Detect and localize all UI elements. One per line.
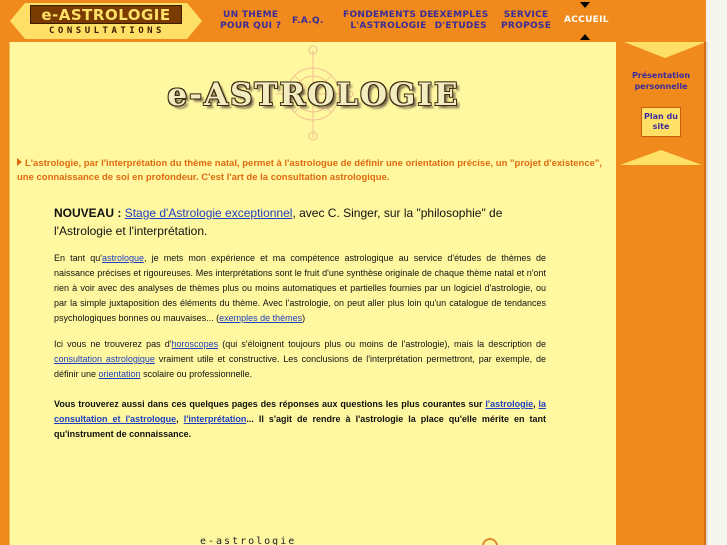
exemples-themes-link[interactable]: exemples de thèmes: [219, 313, 303, 323]
paragraph-horoscopes: [54, 337, 546, 382]
interpretation-link[interactable]: l'interprétation: [183, 414, 247, 424]
plan-label-line2: site: [652, 122, 670, 131]
nav-label-line1: ACCUEIL: [564, 15, 609, 25]
nav-fondements-astrologie[interactable]: [343, 10, 434, 32]
nav-un-theme-pour-qui[interactable]: [220, 10, 281, 32]
astrologie-link[interactable]: l'astrologie: [485, 399, 534, 409]
nav-label-line2: POUR QUI ?: [220, 21, 282, 31]
nav-label-line1: FONDEMENTS DE: [343, 10, 434, 20]
nav-faq[interactable]: [292, 16, 324, 27]
scrollbar-divider: [706, 42, 708, 545]
active-marker-bottom-icon: [580, 34, 590, 40]
text-run: ): [302, 313, 306, 323]
top-navigation-bar: [0, 0, 727, 42]
text-run: , je mets mon expérience et ma compétence astrologique au service d'études de thèmes de naissance précises et rigoureuses. Mes interprétations sont le fruit d'une synthèse originale de chaque thème natal et n'ont rien à voir avec des analyses de thèmes plus ou moins automatiques et partielles fournies par un logiciel d'astrologie, ou par la simple juxtaposition des éléments du thème. Avec l'astrologie, on peut aller plus loin qu'un catalogue de tendances psychologiques bonnes ou mauvaises... (: [54, 253, 546, 323]
text-run: ,: [176, 414, 184, 424]
logo-title: e-ASTROLOGIE: [30, 5, 182, 24]
logo-right-arrow: [187, 3, 202, 39]
site-title: e-ASTROLOGIE: [167, 77, 460, 113]
sidebar-bottom-triangle-icon: [620, 150, 702, 165]
nav-exemples-etudes[interactable]: [433, 10, 489, 32]
text-run: ... Il s'agit de rendre à l'astrologie la place qu'elle mérite en tant qu'instrument de connaissance.: [54, 414, 546, 439]
nav-label-line2: D'ETUDES: [434, 21, 487, 31]
plan-du-site-button[interactable]: [641, 107, 681, 137]
orientation-link[interactable]: orientation: [98, 369, 141, 379]
stage-link[interactable]: Stage d'Astrologie exceptionnel: [124, 206, 293, 220]
text-run: Ici vous ne trouverez pas d': [54, 339, 172, 349]
paragraph-questions: [54, 397, 546, 442]
sidebar-top-triangle-icon: [624, 42, 706, 58]
news-announcement: [54, 204, 546, 240]
news-label: NOUVEAU :: [54, 206, 122, 220]
intro-text: [17, 157, 607, 185]
text-run: (qui s'éloignent toujours plus ou moins de l'astrologie), mais la description de: [218, 339, 546, 349]
logo-subtitle: CONSULTATIONS: [49, 26, 165, 36]
intro-body: L'astrologie, par l'interprétation du thème natal, permet à l'astrologue de définir une orientation précise, un "projet d'existence", une connaissance de soi en profondeur. C'est l'art de la consultation astrologique.: [17, 158, 603, 183]
text-run: En tant qu': [54, 253, 102, 263]
plan-label-line1: Plan du: [644, 112, 678, 121]
news-rest: , avec C. Singer, sur la "philosophie" de l'Astrologie et l'interprétation.: [54, 206, 503, 238]
text-run: ,: [533, 399, 539, 409]
scrollbar-track[interactable]: [706, 0, 727, 545]
presentation-personnelle-link[interactable]: Présentation personnelle: [631, 71, 691, 91]
nav-label-line1: EXEMPLES: [433, 10, 489, 20]
nav-label-line2: PROPOSE: [501, 21, 552, 31]
main-content: [9, 42, 616, 545]
nav-label-line1: SERVICE: [503, 10, 549, 20]
nav-label-line1: UN THEME: [222, 10, 279, 20]
paragraph-astrologue: [54, 251, 546, 326]
bottom-logo-text: e-astrologie: [200, 536, 297, 545]
nav-label-line2: L'ASTROLOGIE: [350, 21, 427, 31]
bullet-arrow-icon: [17, 158, 22, 166]
active-marker-top-icon: [580, 2, 590, 8]
text-run: scolaire ou professionnelle.: [140, 369, 253, 379]
nav-accueil[interactable]: [564, 15, 609, 26]
text-run: Vous trouverez aussi dans ces quelques pages des réponses aux questions les plus courantes sur: [54, 399, 486, 409]
nav-service-propose[interactable]: [501, 10, 551, 32]
consultation-astrologique-link[interactable]: consultation astrologique: [54, 354, 155, 364]
circle-ornament-icon: [482, 538, 498, 545]
logo-left-arrow: [10, 3, 25, 39]
nav-label-line1: F.A.Q.: [292, 16, 324, 26]
horoscopes-link[interactable]: horoscopes: [171, 339, 219, 349]
consultation-astrologue-link[interactable]: la consultation et l'astrologue: [54, 399, 546, 424]
text-run: vraiment utile et constructive. Les conclusions de l'interprétation permettront, par exemple, de définir une: [54, 354, 546, 379]
site-logo[interactable]: [10, 3, 202, 39]
astrologue-link[interactable]: astrologue: [101, 253, 145, 263]
